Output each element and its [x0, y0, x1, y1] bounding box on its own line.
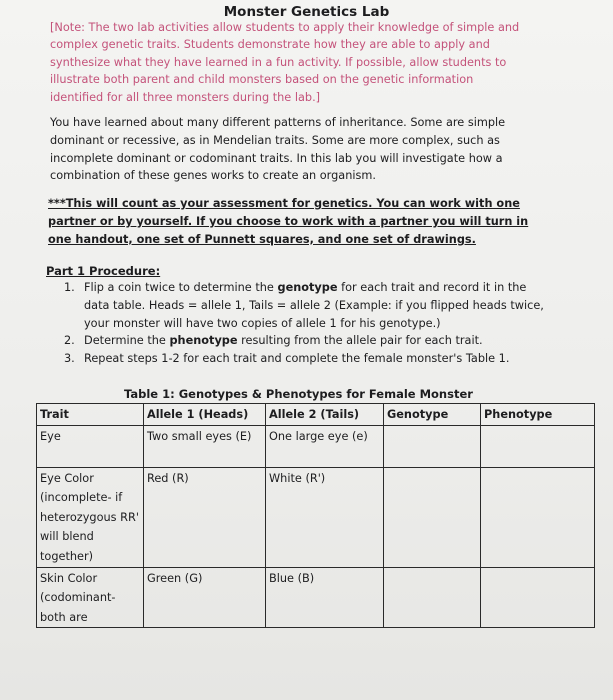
phenotype-cell[interactable]: [481, 567, 595, 628]
phenotype-cell[interactable]: [481, 425, 595, 467]
step-number: 2.: [64, 334, 75, 348]
procedure-step-3: [64, 350, 544, 368]
allele-2-cell: Blue (B): [266, 567, 384, 628]
trait-cell: Eye: [37, 425, 144, 467]
genotype-term: genotype: [277, 281, 338, 294]
genotype-cell[interactable]: [384, 567, 481, 628]
step-text: Flip a coin twice to determine the genotype for each trait and record it in the data table. Heads = allele 1, Tails = allele 2 (Example: if you flipped heads twice, your monster will have two copies of allele 1 for his genotype.): [84, 281, 544, 330]
table-row: [37, 425, 595, 467]
genotype-phenotype-table: [36, 403, 595, 628]
header-trait: Trait: [37, 404, 144, 426]
step-text: Determine the phenotype resulting from the allele pair for each trait.: [84, 334, 483, 348]
table-row: [37, 567, 595, 628]
genotype-cell[interactable]: [384, 425, 481, 467]
allele-1-cell: Red (R): [144, 467, 266, 567]
genotype-cell[interactable]: [384, 467, 481, 567]
allele-1-cell: Green (G): [144, 567, 266, 628]
table-caption: Table 1: Genotypes & Phenotypes for Female Monster: [124, 387, 473, 401]
table-row: [37, 467, 595, 567]
collaboration-instructions: ***This will count as your assessment for genetics. You can work with one partner or by yourself. If you choose to work with a partner you will turn in one handout, one set of Punnett squares, and one set of drawings.: [48, 197, 529, 246]
table-header-row: [37, 404, 595, 426]
procedure-step-1: [64, 279, 544, 332]
step-number: 1.: [64, 281, 75, 294]
allele-2-cell: White (R'): [266, 467, 384, 567]
step-text: Repeat steps 1-2 for each trait and complete the female monster's Table 1.: [84, 352, 510, 366]
phenotype-term: phenotype: [169, 334, 238, 348]
step-number: 3.: [64, 352, 75, 366]
teacher-note: [Note: The two lab activities allow students to apply their knowledge of simple and complex genetic traits. Students demonstrate how they are able to apply and synthesize what they have learned in a fun activity. If possible, allow students to illustrate both parent and child monsters based on the genetic information identified for all three monsters during the lab.]: [50, 21, 520, 104]
header-allele-2: Allele 2 (Tails): [266, 404, 384, 426]
allele-1-cell: Two small eyes (E): [144, 425, 266, 467]
header-phenotype: Phenotype: [481, 404, 595, 426]
trait-cell: Skin Color (codominant- both are: [37, 567, 144, 628]
intro-paragraph: You have learned about many different patterns of inheritance. Some are simple dominant or recessive, as in Mendelian traits. Some are more complex, such as incomplete dominant or codominant traits. In this lab you will investigate how a combination of these genes works to create an organism.: [50, 116, 506, 183]
allele-2-cell: One large eye (e): [266, 425, 384, 467]
trait-cell: Eye Color (incomplete- if heterozygous RR' will blend together): [37, 467, 144, 567]
header-allele-1: Allele 1 (Heads): [144, 404, 266, 426]
phenotype-cell[interactable]: [481, 467, 595, 567]
procedure-steps: [64, 279, 544, 368]
part-1-heading: Part 1 Procedure:: [46, 264, 161, 278]
procedure-step-2: [64, 332, 544, 350]
header-genotype: Genotype: [384, 404, 481, 426]
page-title: Monster Genetics Lab: [223, 4, 390, 20]
